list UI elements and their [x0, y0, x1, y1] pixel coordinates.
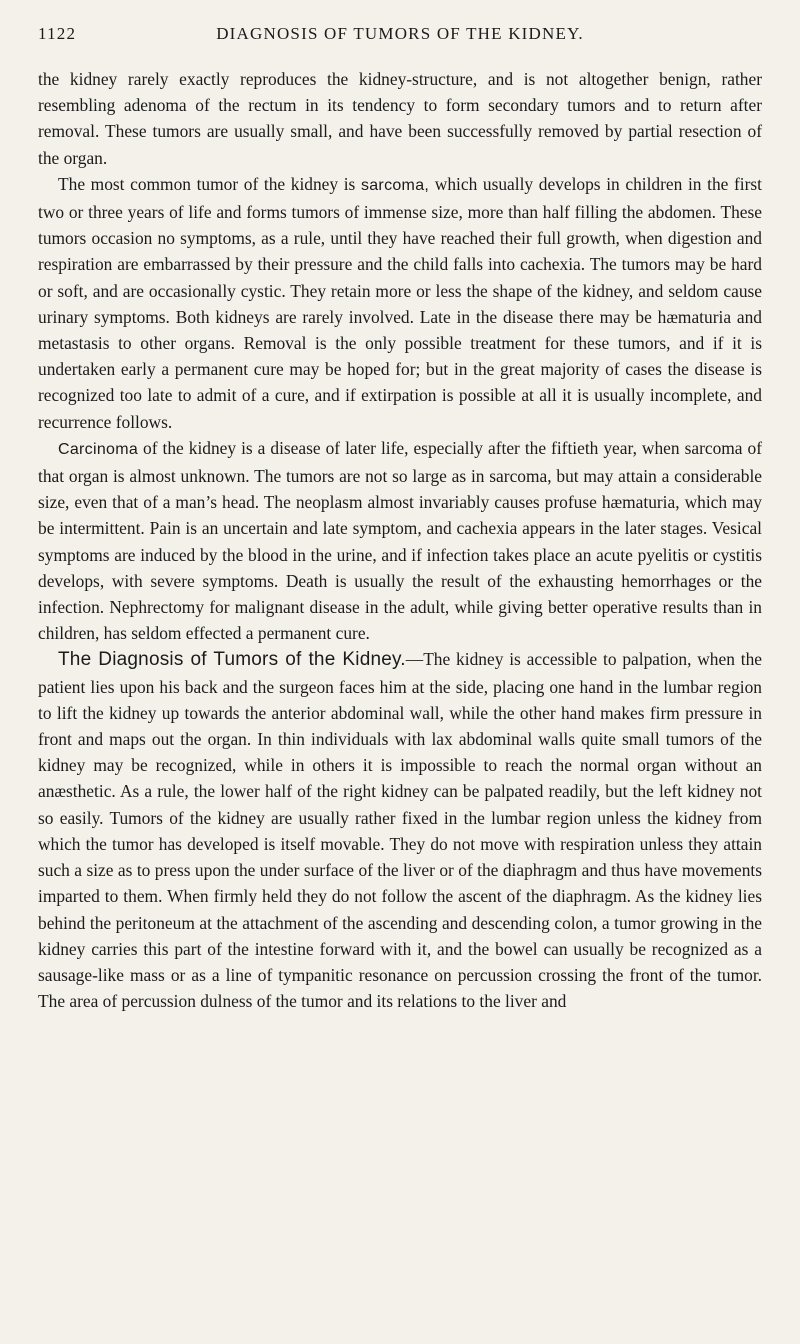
running-header	[38, 22, 762, 52]
term-carcinoma: Carcinoma	[58, 440, 139, 458]
paragraph-text: —The kidney is accessible to palpation, when the patient lies upon his back and the surgeon faces him at the side, placing one hand in the lumbar region to lift the kidney up towards the anterior abdominal wall, while the other hand makes firm pressure in front and maps out the organ. In thin individuals with lax abdominal walls quite small tumors of the kidney may be recognized, while in others it is impossible to reach the normal organ without an anæsthetic. As a rule, the lower half of the right kidney can be palpated readily, but the left kidney not so easily. Tumors of the kidney are usually rather fixed in the lumbar region unless the kidney from which the tumor has developed is itself movable. They do not move with respiration unless they attain such a size as to press upon the under surface of the liver or of the diaphragm and thus have movements imparted to them. When firmly held they do not follow the ascent of the diaphragm. As the kidney lies behind the peritoneum at the attachment of the ascending and descending colon, a tumor growing in the kidney carries this part of the intestine forward with it, and the bowel can usually be recognized as a sausage-like mass or as a line of tympanitic resonance on percussion crossing the front of the tumor. The area of percussion dulness of the tumor and its relations to the liver and	[38, 649, 762, 1012]
paragraph-text: the kidney rarely exactly reproduces the kidney-structure, and is not altogether benign, rather resembling adenoma of the rectum in its tendency to form secondary tumors and to return after removal. These tumors are usually small, and have been successfully removed by partial resection of the organ.	[38, 69, 762, 168]
term-sarcoma: sarcoma,	[360, 176, 430, 194]
book-page	[38, 22, 762, 1014]
paragraph-lead: The most common tumor of the kidney is	[58, 173, 361, 194]
section-heading: The Diagnosis of Tumors of the Kidney.	[58, 649, 406, 671]
running-title: DIAGNOSIS OF TUMORS OF THE KIDNEY.	[216, 24, 584, 43]
paragraph-continuation	[38, 66, 762, 171]
paragraph-text: which usually develops in children in the first two or three years of life and forms tumors of immense size, more than half filling the abdomen. These tumors occasion no symptoms, as a rule, until they have reached their full growth, when digestion and respiration are embarrassed by their pressure and the child falls into cachexia. The tumors may be hard or soft, and are occasionally cystic. They retain more or less the shape of the kidney, and seldom cause urinary symptoms. Both kidneys are rarely involved. Late in the disease there may be hæmaturia and metastasis to other organs. Removal is the only possible treatment for these tumors, and if it is undertaken early a permanent cure may be hoped for; but in the great majority of cases the disease is recognized too late to admit of a cure, and if extirpation is possible at all it is usually incomplete, and recurrence follows.	[38, 173, 762, 432]
paragraph-sarcoma	[38, 171, 762, 435]
page-number: 1122	[38, 24, 77, 43]
paragraph-text: of the kidney is a disease of later life, especially after the fiftieth year, when sarcoma of that organ is almost unknown. The tumors are not so large as in sarcoma, but may attain a considerable size, even that of a man’s head. The neoplasm almost invariably causes profuse hæmaturia, which may be intermittent. Pain is an uncertain and late symptom, and cachexia appears in the later stages. Vesical symptoms are induced by the blood in the urine, and if infection takes place an acute pyelitis or cystitis develops, with severe symptoms. Death is usually the result of the exhausting hemorrhages or the infection. Nephrectomy for malignant disease in the adult, while giving better operative results than in children, has seldom effected a permanent cure.	[38, 437, 762, 644]
paragraph-diagnosis	[38, 646, 762, 1014]
body-text	[38, 66, 762, 1014]
paragraph-carcinoma	[38, 435, 762, 647]
